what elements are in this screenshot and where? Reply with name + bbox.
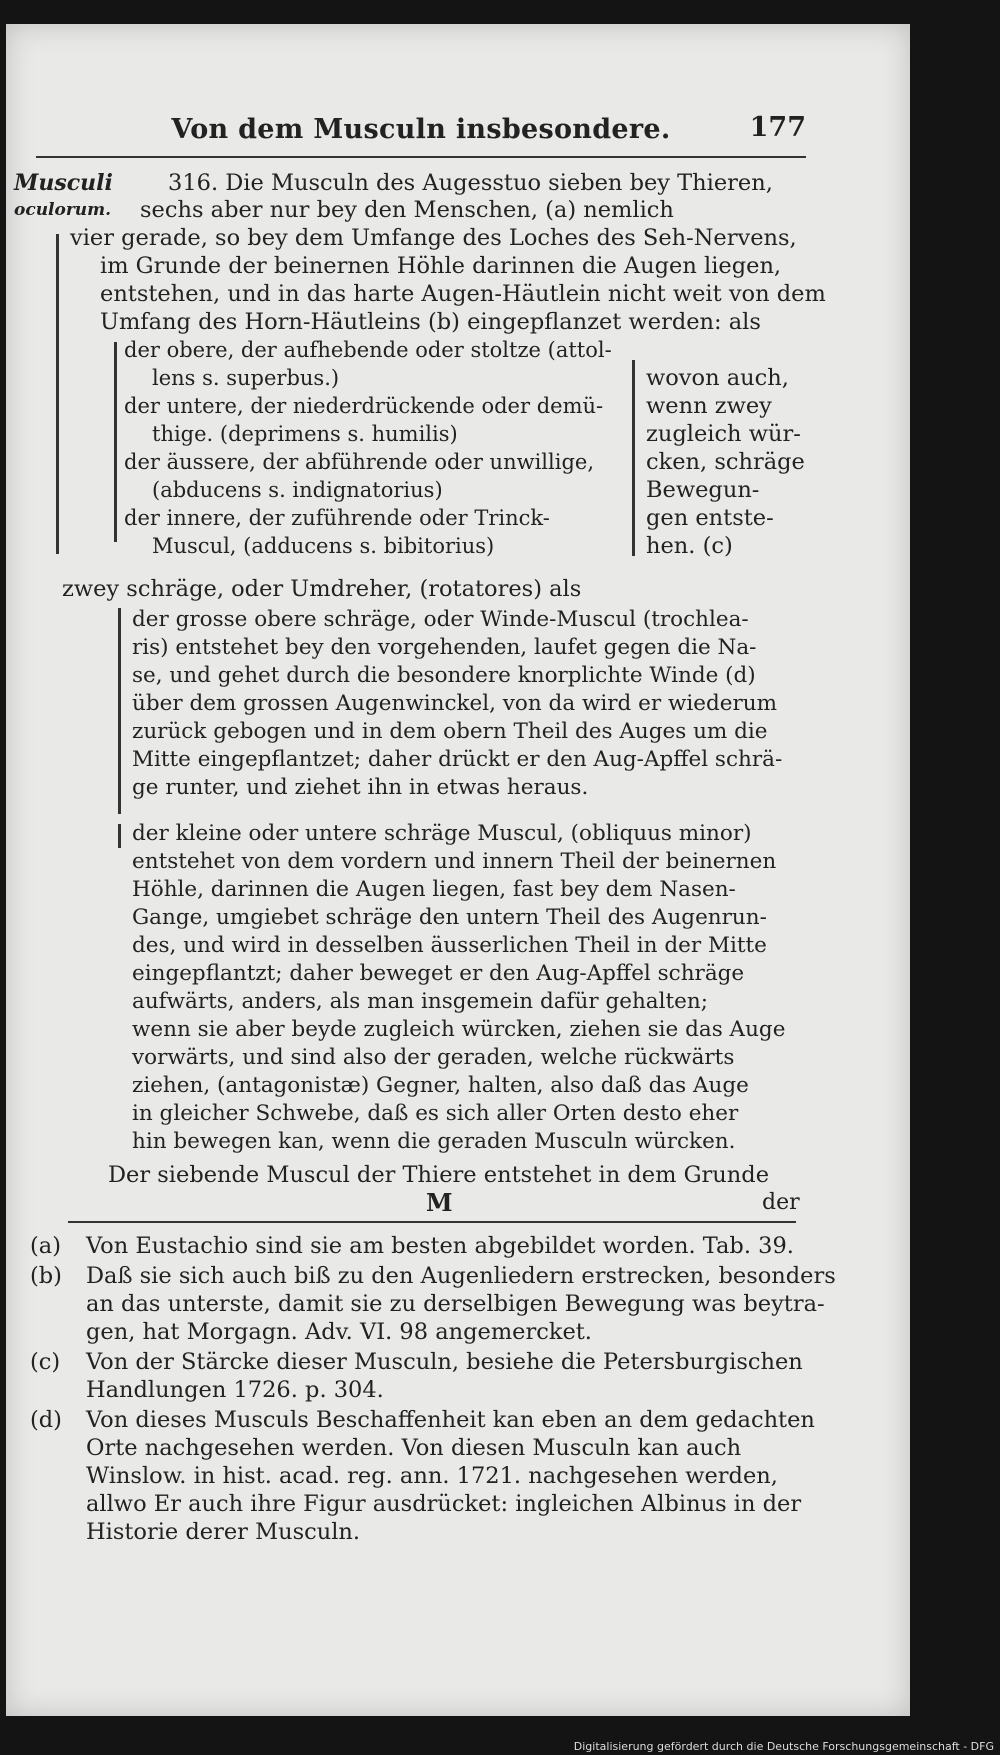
- right-column-line: zugleich wür-: [646, 421, 801, 447]
- muscle-list-item: der obere, der aufhebende oder stoltze (attol-: [124, 338, 612, 362]
- muscle-list-item: (abducens s. indignatorius): [152, 478, 443, 502]
- right-column-line: wenn zwey: [646, 393, 772, 419]
- signature-mark: M: [426, 1188, 453, 1217]
- margin-note-1: Musculi: [14, 170, 113, 196]
- right-column-line: gen entste-: [646, 505, 774, 531]
- footnote-mark: (a): [30, 1233, 61, 1259]
- superior-oblique-line: zurück gebogen und in dem obern Theil des Auges um die: [132, 719, 768, 744]
- brace-straight-outer: [56, 234, 59, 554]
- muscle-list-item: lens s. superbus.): [152, 366, 340, 390]
- brace-right-column: [632, 360, 635, 556]
- intro-line: im Grunde der beinernen Höhle darinnen die Augen liegen,: [100, 253, 782, 279]
- oblique-intro: zwey schräge, oder Umdreher, (rotatores) als: [62, 576, 582, 602]
- inferior-oblique-line: vorwärts, und sind also der geraden, welche rückwärts: [132, 1045, 735, 1070]
- margin-note-2: oculorum.: [14, 200, 112, 220]
- footnote-line: Von der Stärcke dieser Musculn, besiehe die Petersburgischen: [86, 1349, 803, 1375]
- inferior-oblique-line: der kleine oder untere schräge Muscul, (obliquus minor): [132, 821, 752, 846]
- muscle-list-item: thige. (deprimens s. humilis): [152, 422, 458, 446]
- footnote-line: Daß sie sich auch biß zu den Augenliedern erstrecken, besonders: [86, 1263, 836, 1289]
- footnote-line: gen, hat Morgagn. Adv. VI. 98 angemercket.: [86, 1319, 592, 1345]
- intro-line: vier gerade, so bey dem Umfange des Loches des Seh-Nervens,: [70, 225, 797, 251]
- inferior-oblique-line: ziehen, (antagonistæ) Gegner, halten, also daß das Auge: [132, 1073, 749, 1098]
- inferior-oblique-line: entstehet von dem vordern und innern Theil der beinernen: [132, 849, 777, 874]
- intro-line: sechs aber nur bey den Menschen, (a) nemlich: [140, 197, 674, 223]
- brace-inferior-oblique: [118, 824, 121, 848]
- footnote-b: [30, 1262, 836, 1290]
- inferior-oblique-line: des, und wird in desselben äusserlichen Theil in der Mitte: [132, 933, 767, 958]
- brace-superior-oblique: [118, 608, 121, 814]
- footnote-mark: (d): [30, 1407, 62, 1433]
- inferior-oblique-line: in gleicher Schwebe, daß es sich aller Orten desto eher: [132, 1101, 739, 1126]
- footnote-separator: [68, 1221, 796, 1223]
- footnote-c: [30, 1348, 803, 1376]
- inferior-oblique-line: hin bewegen kan, wenn die geraden Musculn würcken.: [132, 1129, 736, 1154]
- footnote-mark: (b): [30, 1263, 62, 1289]
- superior-oblique-line: ris) entstehet bey den vorgehenden, laufet gegen die Na-: [132, 635, 757, 660]
- muscle-list-item: der äussere, der abführende oder unwillige,: [124, 450, 594, 474]
- superior-oblique-line: se, und gehet durch die besondere knorplichte Winde (d): [132, 663, 756, 688]
- page-number: 177: [749, 112, 806, 143]
- footnote-line: Von Eustachio sind sie am besten abgebildet worden. Tab. 39.: [86, 1233, 794, 1259]
- inferior-oblique-line: Gange, umgiebet schräge den untern Theil des Augenrun-: [132, 905, 767, 930]
- digitization-credit: Digitalisierung gefördert durch die Deutsche Forschungsgemeinschaft - DFG: [573, 1740, 994, 1753]
- running-title: Von dem Musculn insbesondere.: [171, 114, 671, 145]
- footnote-line: an das unterste, damit sie zu derselbigen Bewegung was beytra-: [86, 1291, 825, 1317]
- superior-oblique-line: über dem grossen Augenwinckel, von da wird er wiederum: [132, 691, 777, 716]
- catchword: der: [762, 1190, 800, 1215]
- superior-oblique-line: Mitte eingepflantzet; daher drückt er den Aug-Apffel schrä-: [132, 747, 783, 772]
- muscle-list-item: der untere, der niederdrückende oder demü-: [124, 394, 604, 418]
- muscle-list-item: Muscul, (adducens s. bibitorius): [152, 534, 495, 558]
- intro-line: 316. Die Musculn des Augesstuo sieben bey Thieren,: [168, 170, 773, 196]
- right-column-line: wovon auch,: [646, 365, 789, 391]
- inferior-oblique-line: aufwärts, anders, als man insgemein dafür gehalten;: [132, 989, 708, 1014]
- footnote-line: Handlungen 1726. p. 304.: [86, 1377, 384, 1403]
- right-column-line: hen. (c): [646, 533, 733, 559]
- footnote-line: Historie derer Musculn.: [86, 1519, 361, 1545]
- footnote-line: Von dieses Musculs Beschaffenheit kan eben an dem gedachten: [86, 1407, 815, 1433]
- right-column-line: Bewegun-: [646, 477, 760, 503]
- footnote-line: allwo Er auch ihre Figur ausdrücket: ingleichen Albinus in der: [86, 1491, 802, 1517]
- footnote-mark: (c): [30, 1349, 61, 1375]
- book-page: [6, 24, 910, 1716]
- footnote-d: [30, 1406, 815, 1434]
- superior-oblique-line: ge runter, und ziehet ihn in etwas heraus.: [132, 775, 589, 800]
- right-column-line: cken, schräge: [646, 449, 805, 475]
- intro-line: Umfang des Horn-Häutleins (b) eingepflanzet werden: als: [100, 309, 761, 335]
- running-header: [36, 112, 806, 158]
- brace-straight-list: [114, 342, 117, 542]
- inferior-oblique-line: eingepflantzt; daher beweget er den Aug-Apffel schräge: [132, 961, 745, 986]
- superior-oblique-line: der grosse obere schräge, oder Winde-Muscul (trochlea-: [132, 607, 749, 632]
- intro-line: entstehen, und in das harte Augen-Häutlein nicht weit von dem: [100, 281, 826, 307]
- inferior-oblique-line: Höhle, darinnen die Augen liegen, fast bey dem Nasen-: [132, 877, 736, 902]
- muscle-list-item: der innere, der zuführende oder Trinck-: [124, 506, 550, 530]
- inferior-oblique-line: wenn sie aber beyde zugleich würcken, ziehen sie das Auge: [132, 1017, 786, 1042]
- footnote-line: Orte nachgesehen werden. Von diesen Musculn kan auch: [86, 1435, 742, 1461]
- footnote-a: [30, 1232, 794, 1260]
- seventh-muscle-line: Der siebende Muscul der Thiere entstehet in dem Grunde: [108, 1162, 770, 1188]
- footnote-line: Winslow. in hist. acad. reg. ann. 1721. nachgesehen werden,: [86, 1463, 778, 1489]
